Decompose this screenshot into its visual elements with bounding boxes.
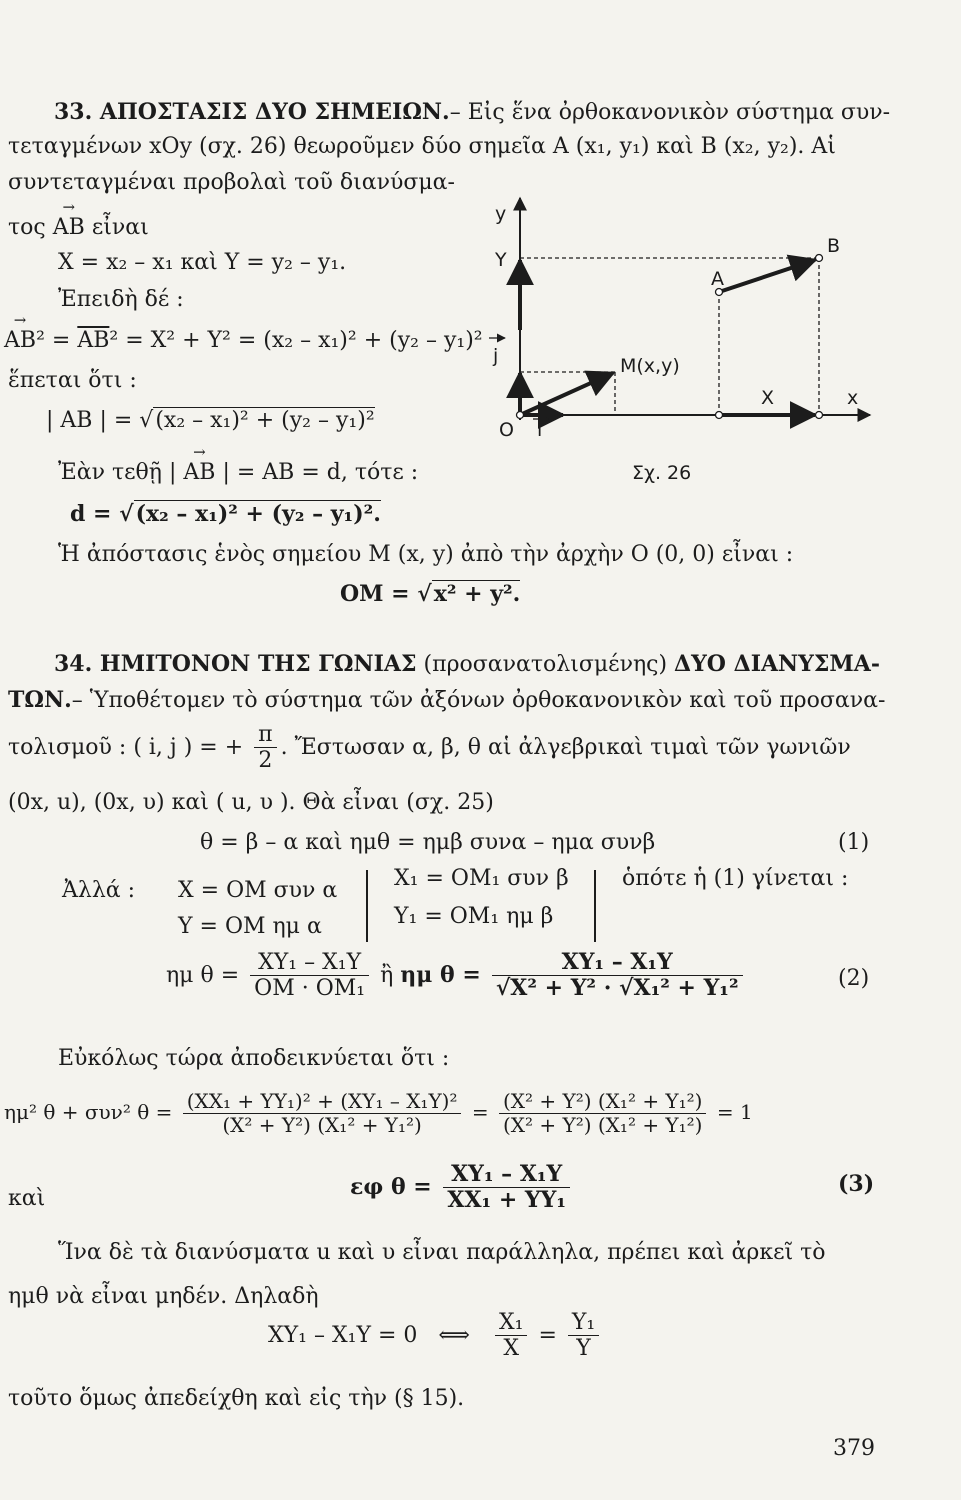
eq-X: X = OM συν α	[178, 878, 338, 903]
fraction	[492, 950, 743, 1002]
text: | AB | =	[46, 408, 140, 433]
sec34-line3	[8, 722, 851, 774]
denominator: √X² + Y² · √X₁² + Y₁²	[495, 975, 739, 1002]
denominator: XX₁ + YY₁	[447, 1187, 566, 1214]
eq-abs-ab	[46, 408, 375, 433]
text: d = √	[70, 501, 134, 527]
numerator: (XX₁ + YY₁)² + (XY₁ – X₁Y)²	[183, 1090, 462, 1114]
parallel-line2: ημθ νὰ εἶναι μηδέν. Δηλαδὴ	[8, 1284, 319, 1309]
segment-ab: $\overline{AB}$	[77, 328, 110, 353]
eq-xy: X = x₂ – x₁ καὶ Y = y₂ – y₁.	[58, 250, 347, 275]
point-x-foot	[716, 412, 723, 419]
eq-3	[350, 1162, 574, 1214]
label-i: i	[537, 419, 543, 441]
denominator: (X² + Y²) (X₁² + Y₁²)	[502, 1113, 703, 1137]
eq-3-number: (3)	[838, 1171, 875, 1197]
follows-text: ἕπεται ὅτι :	[8, 368, 137, 393]
if-set-text	[58, 460, 418, 485]
numerator: XY₁ – X₁Y	[443, 1162, 570, 1188]
numerator: XY₁ – X₁Y	[250, 950, 369, 976]
text: =	[471, 1100, 489, 1124]
origin-text: Ἡ ἀπόστασις ἑνὸς σημείου M (x, y) ἀπὸ τὴν ἀρχὴν O (0, 0) εἶναι :	[58, 542, 794, 567]
eq-2	[166, 950, 747, 1002]
text: (x₂ – x₁)² + (y₂ – y₁)².	[135, 501, 381, 527]
text: . Ἔστωσαν α, β, θ αἱ ἀλγεβρικαὶ τιμαὶ τῶν γωνιῶν	[280, 734, 851, 760]
numerator: Y₁	[568, 1310, 599, 1336]
text: ² =	[36, 328, 78, 353]
numerator: X₁	[495, 1310, 527, 1336]
eq-om	[340, 582, 520, 607]
eq-1: θ = β – α καὶ ημθ = ημβ συνα – ημα συνβ	[200, 830, 656, 855]
fraction	[250, 950, 369, 1002]
fraction	[499, 1090, 707, 1137]
divider	[366, 870, 368, 942]
label-M: M(x,y)	[620, 355, 680, 377]
eq-d	[70, 502, 381, 527]
text: ημ θ =	[400, 961, 481, 988]
easily-text: Εὐκόλως τώρα ἀποδεικνύεται ὅτι :	[58, 1046, 450, 1071]
vector-ab: → AB	[53, 215, 85, 240]
numerator: (X² + Y²) (X₁² + Y₁²)	[499, 1090, 707, 1114]
but-text: Ἀλλά :	[62, 878, 136, 903]
text: εἶναι	[91, 215, 149, 240]
figure-caption: Σχ. 26	[632, 462, 692, 484]
eq-Y: Y = OM ημ α	[178, 914, 322, 939]
label-B: B	[827, 235, 841, 257]
denominator: (X² + Y²) (X₁² + Y₁²)	[222, 1113, 422, 1137]
label-x: x	[847, 387, 859, 409]
fraction	[183, 1090, 462, 1137]
label-y: y	[495, 203, 507, 225]
label-Y: Y	[495, 249, 507, 271]
point-origin	[517, 412, 524, 419]
vector-ab: → AB	[4, 328, 36, 353]
eq-Y1: Y₁ = OM₁ ημ β	[394, 904, 554, 929]
sec33-line1	[54, 100, 890, 125]
text: = 1	[716, 1100, 753, 1124]
whence-text: ὁπότε ἡ (1) γίνεται :	[622, 866, 849, 891]
denominator: X	[503, 1336, 520, 1362]
denominator: Y	[576, 1336, 591, 1362]
text: ημ² θ + συν² θ =	[4, 1100, 173, 1124]
text: ² = X² + Y² = (x₂ – x₁)² + (y₂ – y₁)²	[109, 328, 483, 353]
text: ἢ	[380, 962, 394, 988]
divider	[594, 870, 596, 942]
numerator: π	[254, 722, 276, 748]
sec33-intro-3: συντεταγμέναι προβολαὶ τοῦ διανύσμα-	[8, 170, 455, 195]
identity-eq	[4, 1090, 753, 1137]
numerator: XY₁ – X₁Y	[492, 950, 743, 976]
om-vector	[520, 373, 613, 415]
label-j: j	[493, 345, 499, 367]
fraction-pi-2	[254, 722, 276, 774]
parallel-line1: Ἵνα δὲ τὰ διανύσματα u καὶ υ εἶναι παράλληλα, πρέπει καὶ ἀρκεῖ τὸ	[58, 1240, 826, 1265]
page-number: 379	[833, 1436, 875, 1461]
label-O: O	[499, 419, 514, 441]
text: x² + y².	[433, 581, 521, 607]
figure-26	[445, 190, 885, 490]
sec34-heading: ΔΥΟ ΔΙΑΝΥΣΜΑ-	[674, 651, 880, 677]
text: (προσανατολισμένης)	[423, 652, 668, 677]
sec34-heading: ΤΩΝ.	[8, 687, 72, 713]
denominator: OM · OM₁	[254, 976, 366, 1002]
text: – Ὑποθέτομεν τὸ σύστημα τῶν ἀξόνων ὀρθοκανονικὸν καὶ τοῦ προσανα-	[71, 688, 886, 713]
fraction	[495, 1310, 527, 1362]
sqrt-sign: √	[139, 408, 154, 433]
condition-eq	[268, 1310, 603, 1362]
sec33-intro-4	[8, 215, 149, 240]
text: εφ θ =	[350, 1173, 432, 1200]
eq-1-number: (1)	[838, 830, 870, 855]
since-text: Ἐπειδὴ δέ :	[58, 287, 184, 312]
text: τολισμοῦ : ( i, j ) = +	[8, 734, 244, 760]
sec34-heading-line	[54, 652, 880, 677]
ab-vector	[719, 260, 815, 292]
text: τος	[8, 215, 46, 240]
text: (x₂ – x₁)² + (y₂ – y₁)²	[155, 408, 375, 433]
fraction	[568, 1310, 599, 1362]
text: Ἐὰν τεθῇ |	[58, 460, 184, 485]
sec33-heading: 33. ΑΠΟΣΤΑΣΙΣ ΔΥΟ ΣΗΜΕΙΩΝ.	[54, 99, 450, 125]
sec34-line2	[8, 688, 885, 713]
sec33-intro-2: τεταγμένων xOy (σχ. 26) θεωροῦμεν δύο σημεῖα A (x₁, y₁) καὶ B (x₂, y₂). Αἱ	[8, 134, 836, 159]
sec34-heading: 34. ΗΜΙΤΟΝΟΝ ΤΗΣ ΓΩΝΙΑΣ	[54, 651, 417, 677]
text: ημ θ =	[166, 962, 240, 988]
eq-ab-squared	[4, 328, 483, 353]
sec33-intro-1: – Εἰς ἕνα ὀρθοκανονικὸν σύστημα συν-	[449, 100, 891, 125]
sec34-line4: (0x, u), (0x, υ) καὶ ( u, υ ). Θὰ εἶναι (σχ. 25)	[8, 790, 494, 815]
text: =	[538, 1322, 557, 1348]
point-b	[816, 255, 823, 262]
and-text: καὶ	[8, 1186, 46, 1211]
eq-2-number: (2)	[838, 966, 870, 991]
iff-symbol: ⟺	[438, 1322, 470, 1348]
fraction	[443, 1162, 570, 1214]
point-x-foot	[816, 412, 823, 419]
vector-ab: → AB	[183, 460, 215, 485]
text: OM = √	[340, 581, 432, 607]
eq-X1: X₁ = OM₁ συν β	[394, 866, 569, 891]
proved-text: τοῦτο ὅμως ἀπεδείχθη καὶ εἰς τὴν (§ 15).	[8, 1386, 465, 1411]
denominator: 2	[258, 748, 273, 774]
label-X: X	[761, 387, 775, 409]
text: XY₁ – X₁Y = 0	[268, 1322, 418, 1348]
text: | = AB = d, τότε :	[215, 460, 419, 485]
label-A: A	[711, 268, 724, 290]
